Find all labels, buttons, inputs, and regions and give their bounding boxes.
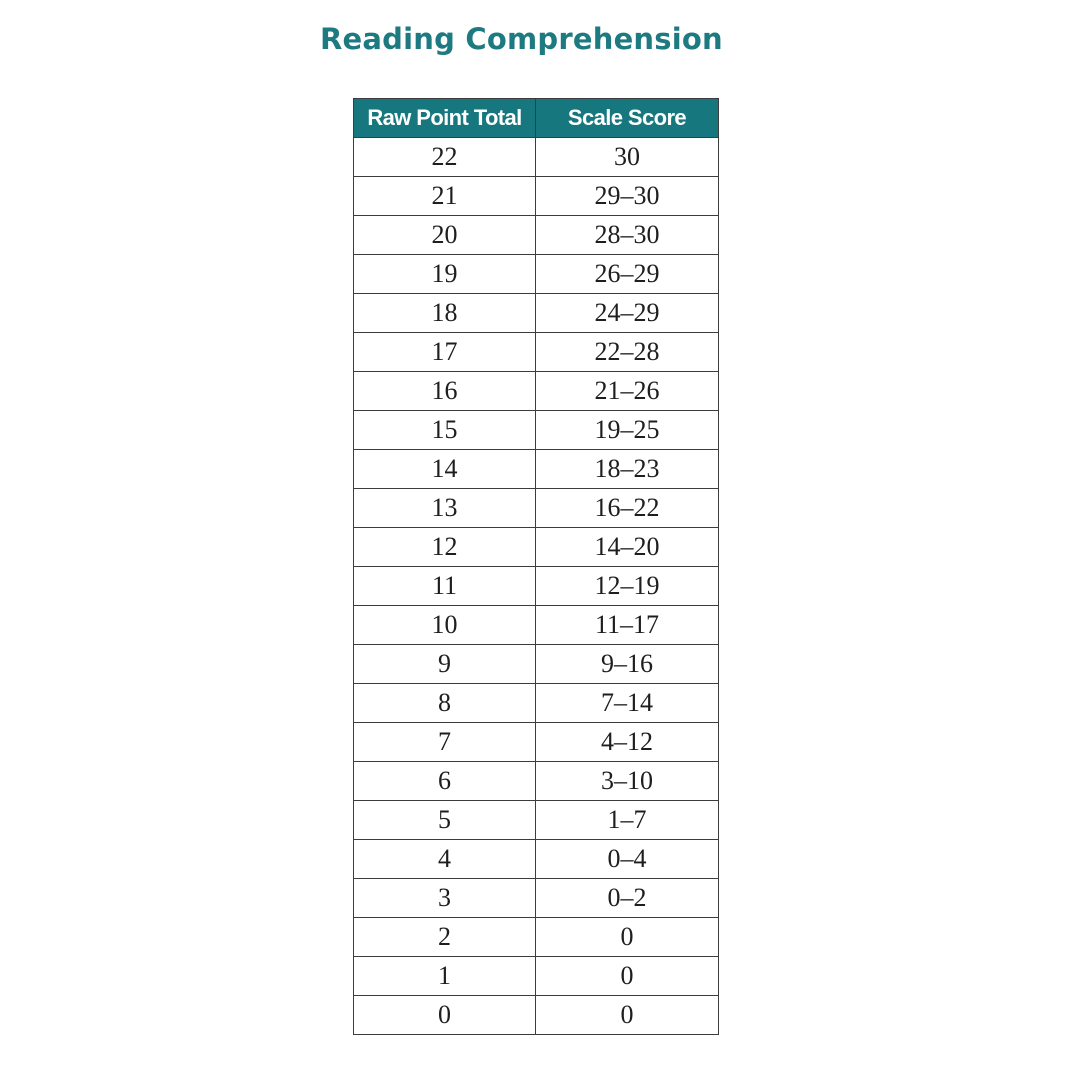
scale-score-cell: 12–19 <box>536 567 719 606</box>
table-row <box>354 879 719 918</box>
scale-score-cell: 22–28 <box>536 333 719 372</box>
table-row <box>354 723 719 762</box>
scale-score-cell: 16–22 <box>536 489 719 528</box>
header-raw-point-total: Raw Point Total <box>354 99 536 138</box>
table-row <box>354 411 719 450</box>
scale-score-cell: 0–2 <box>536 879 719 918</box>
scale-score-cell: 4–12 <box>536 723 719 762</box>
table-row <box>354 801 719 840</box>
header-scale-score: Scale Score <box>536 99 719 138</box>
table-row <box>354 918 719 957</box>
scale-score-cell: 19–25 <box>536 411 719 450</box>
table-row <box>354 567 719 606</box>
raw-point-cell: 6 <box>354 762 536 801</box>
scale-score-cell: 0–4 <box>536 840 719 879</box>
table-row <box>354 996 719 1035</box>
raw-point-cell: 10 <box>354 606 536 645</box>
raw-point-cell: 7 <box>354 723 536 762</box>
raw-point-cell: 19 <box>354 255 536 294</box>
table-row <box>354 450 719 489</box>
scale-score-cell: 28–30 <box>536 216 719 255</box>
scale-score-cell: 18–23 <box>536 450 719 489</box>
raw-point-cell: 14 <box>354 450 536 489</box>
table-row <box>354 528 719 567</box>
raw-point-cell: 20 <box>354 216 536 255</box>
scale-score-cell: 30 <box>536 138 719 177</box>
scale-score-cell: 0 <box>536 996 719 1035</box>
raw-point-cell: 12 <box>354 528 536 567</box>
scale-score-cell: 7–14 <box>536 684 719 723</box>
scale-score-cell: 11–17 <box>536 606 719 645</box>
raw-point-cell: 11 <box>354 567 536 606</box>
score-conversion-table <box>353 98 719 1035</box>
scale-score-cell: 24–29 <box>536 294 719 333</box>
table-row <box>354 372 719 411</box>
raw-point-cell: 4 <box>354 840 536 879</box>
table-row <box>354 645 719 684</box>
scale-score-cell: 21–26 <box>536 372 719 411</box>
scale-score-cell: 14–20 <box>536 528 719 567</box>
raw-point-cell: 17 <box>354 333 536 372</box>
table-row <box>354 138 719 177</box>
raw-point-cell: 13 <box>354 489 536 528</box>
scale-score-cell: 1–7 <box>536 801 719 840</box>
raw-point-cell: 3 <box>354 879 536 918</box>
table-row <box>354 216 719 255</box>
raw-point-cell: 0 <box>354 996 536 1035</box>
raw-point-cell: 18 <box>354 294 536 333</box>
scale-score-cell: 9–16 <box>536 645 719 684</box>
page-title: Reading Comprehension <box>320 22 723 56</box>
table-row <box>354 762 719 801</box>
raw-point-cell: 1 <box>354 957 536 996</box>
scale-score-cell: 26–29 <box>536 255 719 294</box>
table-row <box>354 177 719 216</box>
table-row <box>354 294 719 333</box>
table-row <box>354 606 719 645</box>
scale-score-cell: 0 <box>536 957 719 996</box>
raw-point-cell: 22 <box>354 138 536 177</box>
raw-point-cell: 21 <box>354 177 536 216</box>
raw-point-cell: 8 <box>354 684 536 723</box>
scale-score-cell: 0 <box>536 918 719 957</box>
table-row <box>354 840 719 879</box>
table-header-row <box>354 99 719 138</box>
raw-point-cell: 15 <box>354 411 536 450</box>
raw-point-cell: 9 <box>354 645 536 684</box>
raw-point-cell: 2 <box>354 918 536 957</box>
table-row <box>354 957 719 996</box>
table-row <box>354 255 719 294</box>
table-row <box>354 684 719 723</box>
table-row <box>354 489 719 528</box>
raw-point-cell: 16 <box>354 372 536 411</box>
scale-score-cell: 29–30 <box>536 177 719 216</box>
scale-score-cell: 3–10 <box>536 762 719 801</box>
table-row <box>354 333 719 372</box>
raw-point-cell: 5 <box>354 801 536 840</box>
